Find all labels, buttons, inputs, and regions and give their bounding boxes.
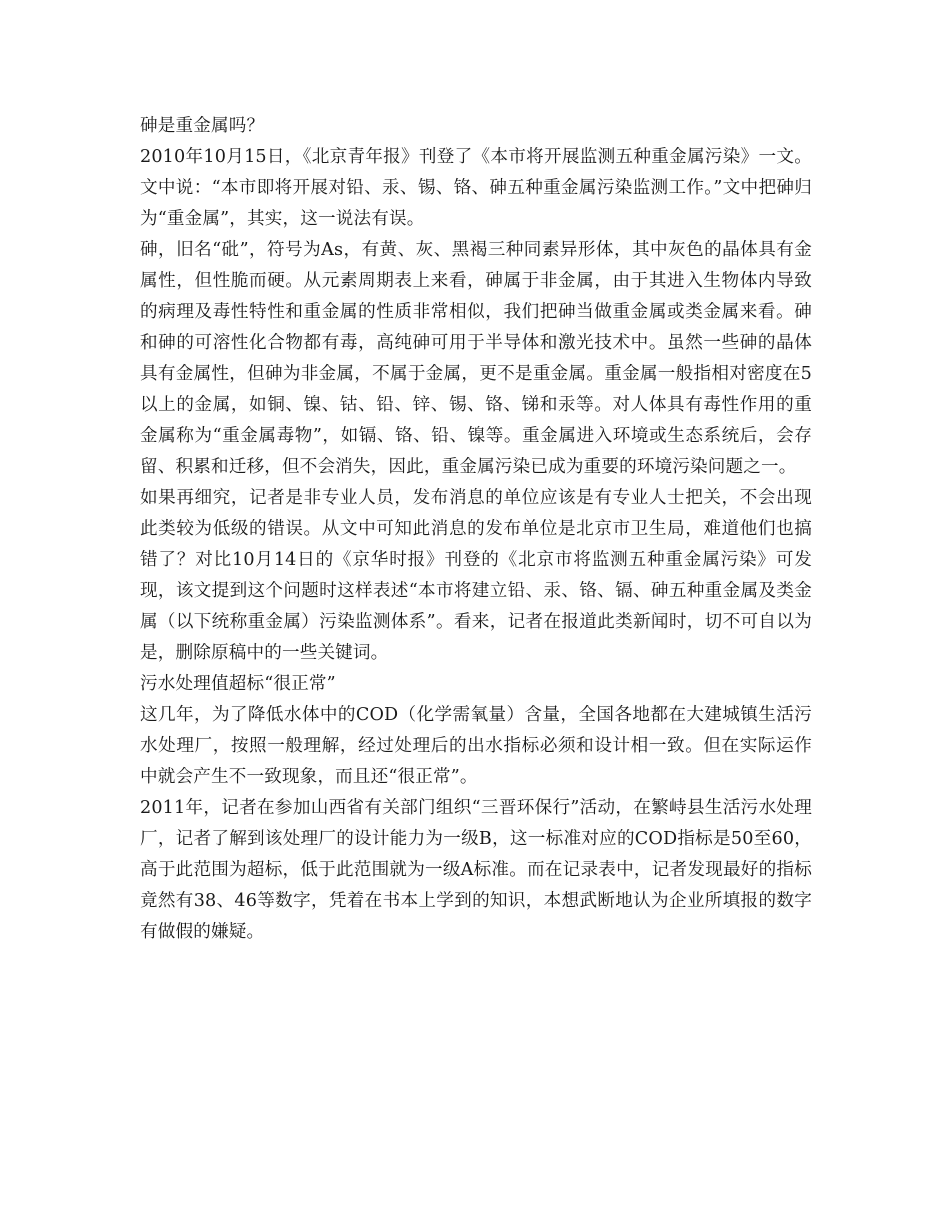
body-paragraph: 如果再细究，记者是非专业人员，发布消息的单位应该是有专业人士把关，不会出现此类较为低级的错误。从文中可知此消息的发布单位是北京市卫生局，难道他们也搞错了？对比10月14日的《京华时报》刊登的《北京市将监测五种重金属污染》可发现，该文提到这个问题时这样表述“本市将建立铅、汞、铬、镉、砷五种重金属及类金属（以下统称重金属）污染监测体系”。看来，记者在报道此类新闻时，切不可自以为是，删除原稿中的一些关键词。: [140, 488, 812, 663]
body-paragraph: 2011年，记者在参加山西省有关部门组织“三晋环保行”活动，在繁峙县生活污水处理厂，记者了解到该处理厂的设计能力为一级B，这一标准对应的COD指标是50至60，高于此范围为超标，低于此范围就为一级A标准。而在记录表中，记者发现最好的指标竟然有38、46等数字，凭着在书本上学到的知识，本想武断地认为企业所填报的数字有做假的嫌疑。: [140, 798, 812, 942]
section-heading-arsenic: 砷是重金属吗？: [140, 116, 265, 136]
section-heading-wastewater: 污水处理值超标“很正常”: [140, 674, 336, 694]
body-paragraph: 砷，旧名“砒”，符号为As，有黄、灰、黑褐三种同素异形体，其中灰色的晶体具有金属性，但性脆而硬。从元素周期表上来看，砷属于非金属，由于其进入生物体内导致的病理及毒性特性和重金属的性质非常相似，我们把砷当做重金属或类金属来看。砷和砷的可溶性化合物都有毒，高纯砷可用于半导体和激光技术中。虽然一些砷的晶体具有金属性，但砷为非金属，不属于金属，更不是重金属。重金属一般指相对密度在5以上的金属，如铜、镍、钴、铅、锌、锡、铬、锑和汞等。对人体具有毒性作用的重金属称为“重金属毒物”，如镉、铬、铅、镍等。重金属进入环境或生态系统后，会存留、积累和迁移，但不会消失，因此，重金属污染已成为重要的环境污染问题之一。: [140, 240, 812, 477]
document-body: [140, 111, 812, 948]
body-paragraph: 2010年10月15日，《北京青年报》刊登了《本市将开展监测五种重金属污染》一文。文中说：“本市即将开展对铅、汞、锡、铬、砷五种重金属污染监测工作。”文中把砷归为“重金属”，其实，这一说法有误。: [140, 147, 812, 229]
body-paragraph: 这几年，为了降低水体中的COD（化学需氧量）含量，全国各地都在大建城镇生活污水处理厂，按照一般理解，经过处理后的出水指标必须和设计相一致。但在实际运作中就会产生不一致现象，而且还“很正常”。: [140, 705, 812, 787]
